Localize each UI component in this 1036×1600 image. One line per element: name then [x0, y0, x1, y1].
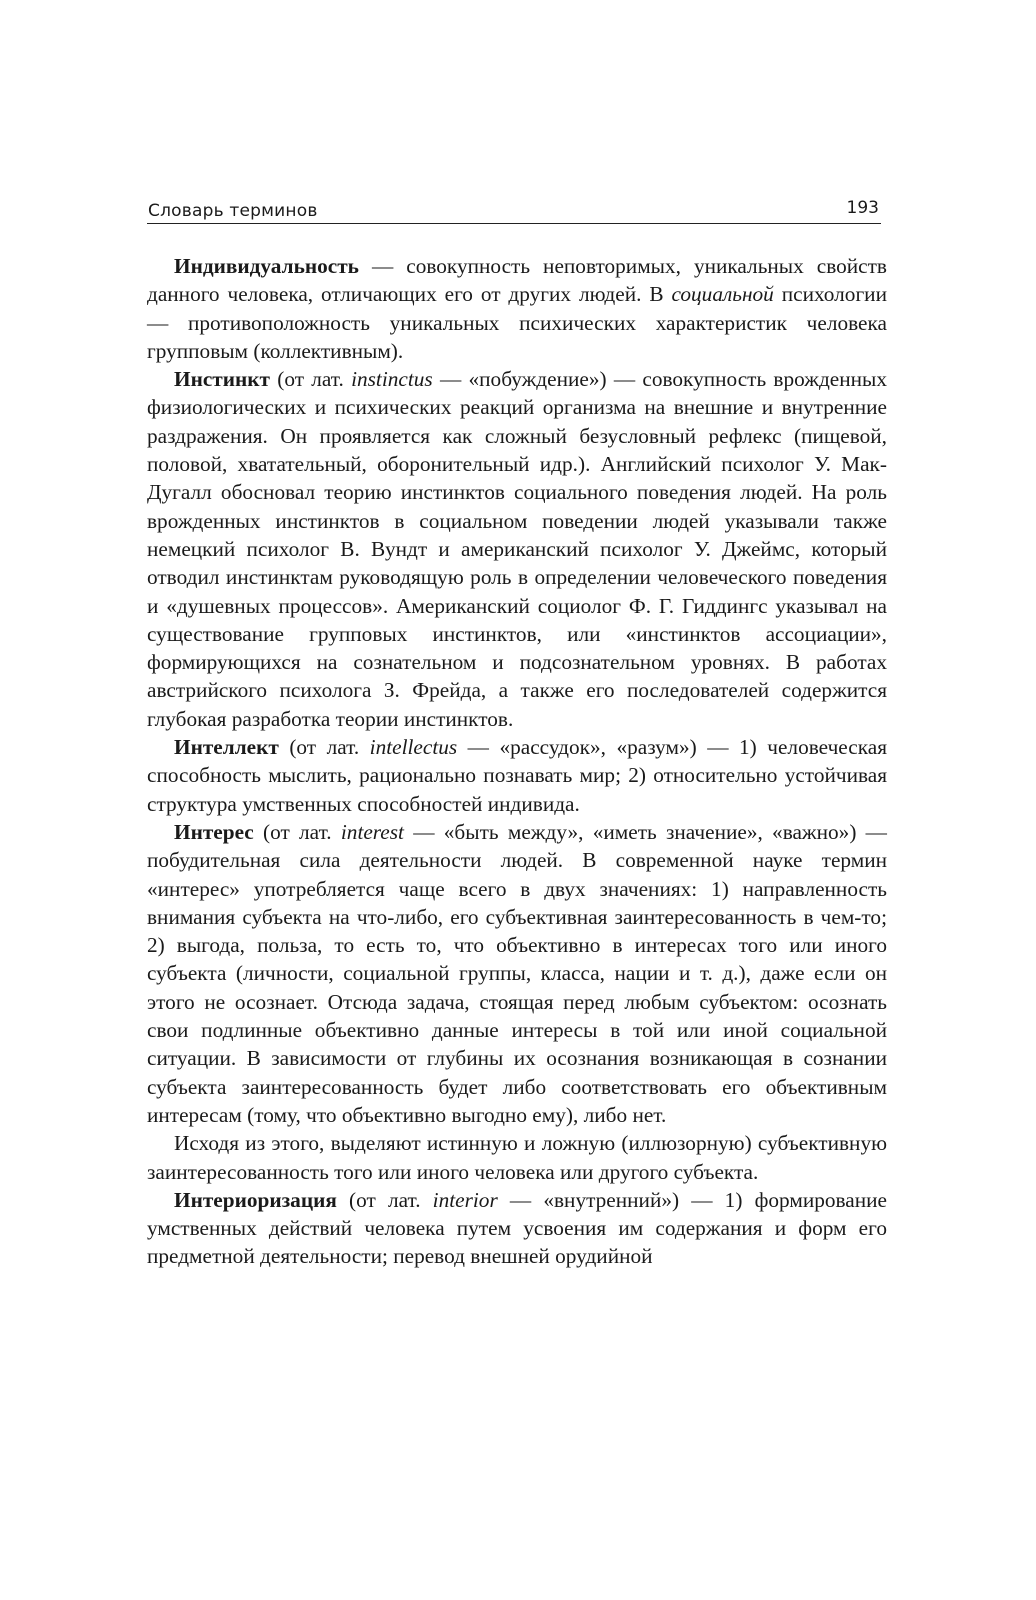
running-title: Словарь терминов	[148, 201, 318, 221]
entry-term: Индивидуальность	[174, 254, 359, 278]
entry-term: Инстинкт	[174, 367, 271, 392]
page-number: 193	[846, 198, 879, 218]
entry-term: Интерес	[174, 819, 254, 844]
entry-individualnost	[147, 252, 887, 365]
page-header	[147, 193, 881, 224]
entry-text: психологии — противоположность уникальных психических характеристик человека групповым (коллективным).	[147, 282, 887, 363]
entry-term: Интериоризация	[174, 1187, 337, 1212]
entry-text: (от лат.	[253, 819, 341, 844]
entry-instinkt	[147, 365, 887, 733]
entry-text: — «быть между», «иметь значение», «важно») — побудительная сила деятельности людей. В современной науке термин «интерес» употребляется чаще всего в двух значениях: 1) направленность внимания субъекта на что-либо, его субъективная заинтересованность в чем-то; 2) выгода, польза, то есть то, что объективно в интересах того или иного субъекта (личности, социальной группы, класса, нации и т. д.), даже если он этого не осознает. Отсюда задача, стоящая перед любым субъектом: осознать свои подлинные объективно данные интересы в той или иной социальной ситуации. В зависимости от глубины их осознания возникающая в сознании субъекта заинтересованность будет либо соответствовать его объективным интересам (тому, что объективно выгодно ему), либо нет.	[147, 819, 887, 1127]
entry-intellekt	[147, 733, 887, 818]
entry-interes	[147, 818, 887, 1129]
entry-text: (от лат.	[336, 1187, 433, 1212]
entry-italic: социальной	[671, 282, 774, 307]
entry-text: (от лат.	[278, 735, 370, 760]
entry-continuation	[147, 1129, 887, 1186]
entry-text: (от лат.	[270, 367, 352, 392]
entry-text: Исходя из этого, выделяют истинную и ложную (иллюзорную) субъективную заинтересованность того или иного человека или другого субъекта.	[147, 1131, 887, 1184]
entry-text: — совокупность неповторимых, уникальных свойств данного человека, отличающих его от других людей. В	[147, 254, 887, 307]
entry-text: — «побуждение») — совокупность врожденных физиологических и психических реакций организма на внешние и внутренние раздражения. Он проявляется как сложный безусловный рефлекс (пищевой, половой, хватательный, оборонительный идр.). Английский психолог У. Мак-Дугалл обосновал теорию инстинктов социального поведения людей. На роль врожденных инстинктов в социальном поведении людей указывали также немецкий психолог В. Вундт и американский психолог У. Джеймс, который отводил инстинктам руководящую роль в определении человеческого поведения и «душевных процессов». Американский социолог Ф. Г. Гиддингс указывал на существование групповых инстинктов, или «инстинктов ассоциации», формирующихся на сознательном и подсознательном уровнях. В работах австрийского психолога З. Фрейда, а также его последователей содержится глубокая разработка теории инстинктов.	[147, 367, 887, 731]
entry-latin-origin: instinctus	[351, 367, 433, 392]
entry-latin-origin: interior	[432, 1187, 498, 1212]
dictionary-text	[147, 252, 887, 1271]
entry-text: — «внутренний») — 1) формирование умственных действий человека путем усвоения им содержания и форм его предметной деятельности; перевод внешней орудийной	[147, 1187, 887, 1269]
entry-latin-origin: intellectus	[369, 735, 458, 760]
entry-text: — «рассудок», «разум») — 1) человеческая способность мыслить, рационально познавать мир; 2) относительно устойчивая структура умственных способностей индивида.	[147, 735, 887, 816]
entry-term: Интеллект	[174, 735, 279, 760]
entry-interiorizatsiya	[147, 1186, 887, 1271]
entry-latin-origin: interest	[340, 819, 404, 844]
